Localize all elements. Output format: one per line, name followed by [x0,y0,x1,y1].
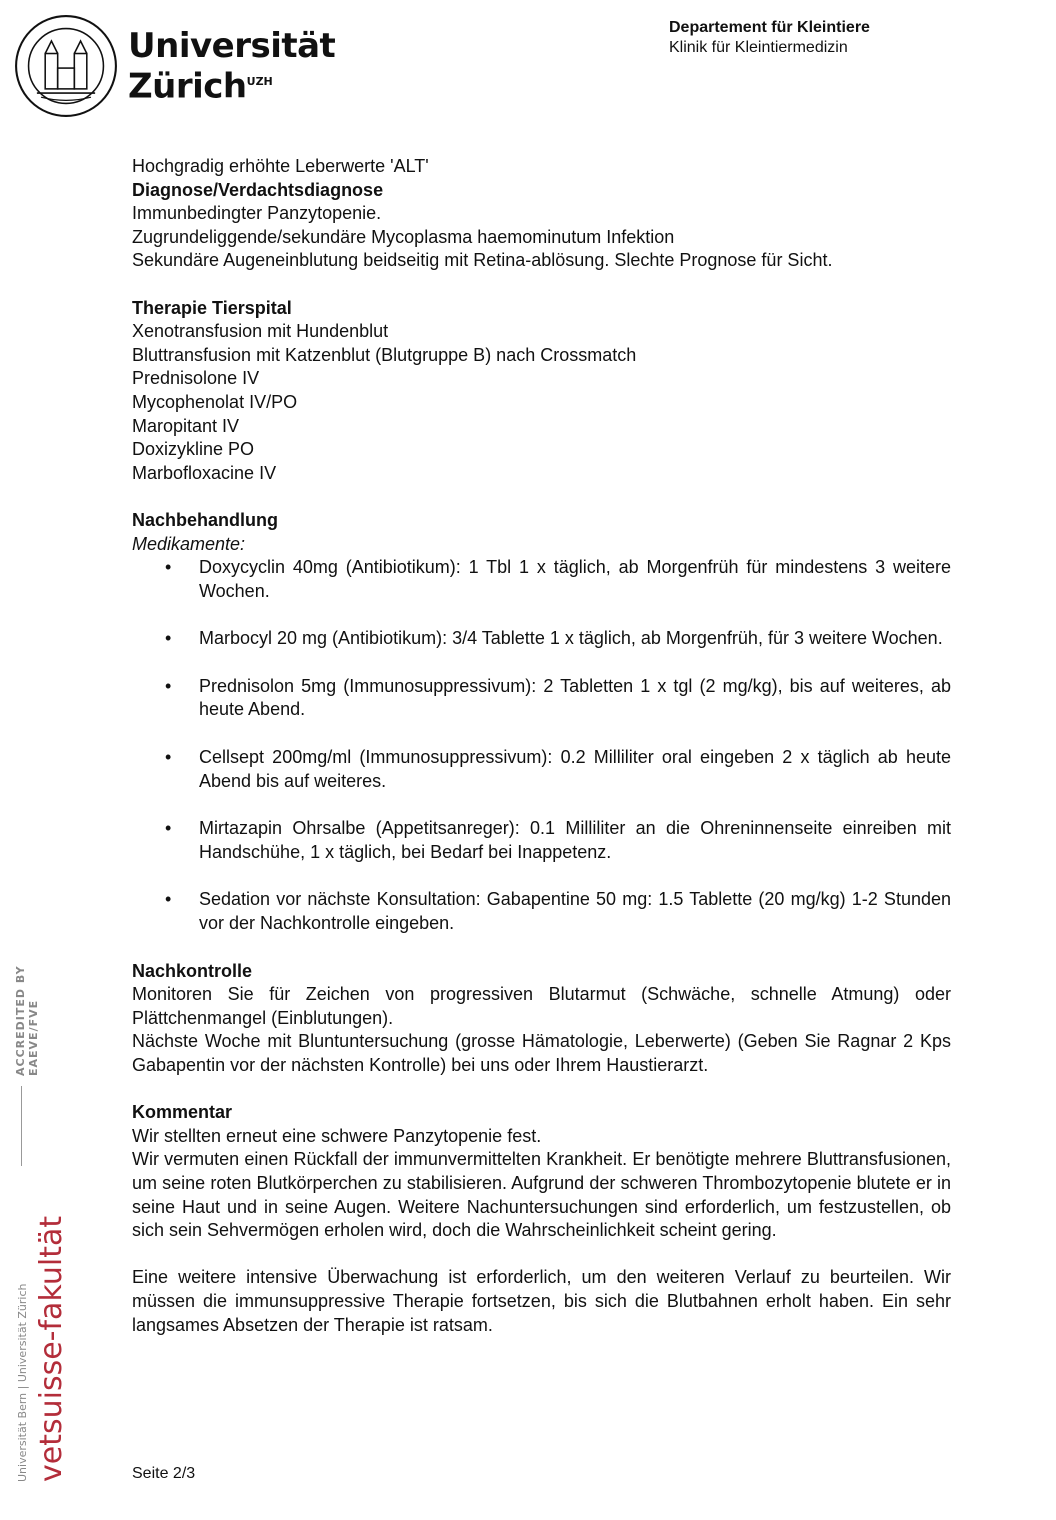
therapy-line: Marbofloxacine IV [132,462,277,483]
therapy-heading: Therapie Tierspital [132,297,292,318]
diagnosis-line: Zugrundeliggende/sekundäre Mycoplasma haemominutum Infektion [132,226,675,247]
accreditation-text: ACCREDITED BY EAEVE/FVE [14,965,40,1076]
medication-item: • Mirtazapin Ohrsalbe (Appetitsanreger): 0.1 Milliliter an die Ohreninnenseite einreiben mit Handschühe, 1 x täglich, bei Bedarf bei Inappetenz. [132,817,951,864]
comment-paragraph: Eine weitere intensive Überwachung ist erforderlich, um den weiteren Verlauf zu beurteilen. Wir müssen die immunsuppressive Therapie fortsetzen, bis sich die Blutbahnen erholt haben. Ein sehr langsames Absetzen der Therapie ist ratsam. [132,1267,951,1335]
department-name: Departement für Kleintiere [669,19,870,36]
therapy-line: Doxizykline PO [132,439,255,460]
medication-subheading: Medikamente: [132,533,246,554]
department-block [669,18,870,58]
uzh-logo [14,14,335,118]
comment-paragraph: Wir vermuten einen Rückfall der immunvermittelten Krankheit. Er benötigte mehrere Bluttransfusionen, um seine roten Blutkörperchen zu stabilisieren. Aufgrund der schweren Thrombozytopenie blutete er in seine Haut und in seine Augen. Weitere Nachuntersuchungen sind erforderlich, um festzustellen, ob sich sein Sehvermögen erholen wird, doch die Wahrscheinlichkeit scheint gering. [132,1149,951,1241]
therapy-line: Bluttransfusion mit Katzenblut (Blutgruppe B) nach Crossmatch [132,344,637,365]
followup-paragraph: Nächste Woche mit Bluntuntersuchung (grosse Hämatologie, Leberwerte) (Geben Sie Ragnar 2 Kps Gabapentin vor der nächsten Kontrolle) bei uns oder Ihrem Haustierarzt. [132,1031,951,1075]
university-suffix: UZH [246,74,273,88]
medication-item: • Marbocyl 20 mg (Antibiotikum): 3/4 Tablette 1 x täglich, ab Morgenfrüh, für 3 weitere Wochen. [132,627,951,651]
clinic-name: Klinik für Kleintiermedizin [669,39,848,56]
university-name [128,25,336,107]
medication-list [132,556,951,936]
page-number: Seite 2/3 [132,1465,196,1482]
therapy-line: Mycophenolat IV/PO [132,391,298,412]
vetsuisse-sidebar [12,922,72,1482]
diagnosis-line: Sekundäre Augeneinblutung beidseitig mit Retina-ablösung. Slechte Prognose für Sicht. [132,250,833,271]
comment-heading: Kommentar [132,1102,233,1123]
uzh-seal-icon [14,14,118,118]
diagnosis-line: Immunbedingter Panzytopenie. [132,203,382,224]
university-line2: Zürich [128,66,247,107]
sidebar-universities: Universität Bern | Universität Zürich [16,1283,29,1482]
followup-heading: Nachkontrolle [132,960,253,981]
aftercare-heading: Nachbehandlung [132,509,279,530]
report-body [132,155,951,1337]
sidebar-divider [21,1086,22,1166]
medication-item: • Cellsept 200mg/ml (Immunosuppressivum): 0.2 Milliliter oral eingeben 2 x täglich ab heute Abend bis auf weiteres. [132,746,951,793]
comment-paragraph: Wir stellten erneut eine schwere Panzytopenie fest. [132,1125,542,1146]
followup-paragraph: Monitoren Sie für Zeichen von progressiven Blutarmut (Schwäche, schnelle Atmung) oder Plättchenmangel (Einblutungen). [132,984,951,1028]
diagnosis-heading: Diagnose/Verdachtsdiagnose [132,179,384,200]
medication-item: • Doxycyclin 40mg (Antibiotikum): 1 Tbl 1 x täglich, ab Morgenfrüh für mindestens 3 weitere Wochen. [132,556,951,603]
therapy-line: Xenotransfusion mit Hundenblut [132,321,389,342]
vetsuisse-logo: vetsuisse-fakultät [34,1215,69,1482]
therapy-line: Maropitant IV [132,415,240,436]
medication-item: • Prednisolon 5mg (Immunosuppressivum): 2 Tabletten 1 x tgl (2 mg/kg), bis auf weiteres, ab heute Abend. [132,675,951,722]
intro-line: Hochgradig erhöhte Leberwerte 'ALT' [132,156,429,176]
therapy-line: Prednisolone IV [132,368,260,389]
university-line1: Universität [128,25,336,66]
medication-item: • Sedation vor nächste Konsultation: Gabapentine 50 mg: 1.5 Tablette (20 mg/kg) 1-2 Stunden vor der Nachkontrolle eingeben. [132,888,951,935]
